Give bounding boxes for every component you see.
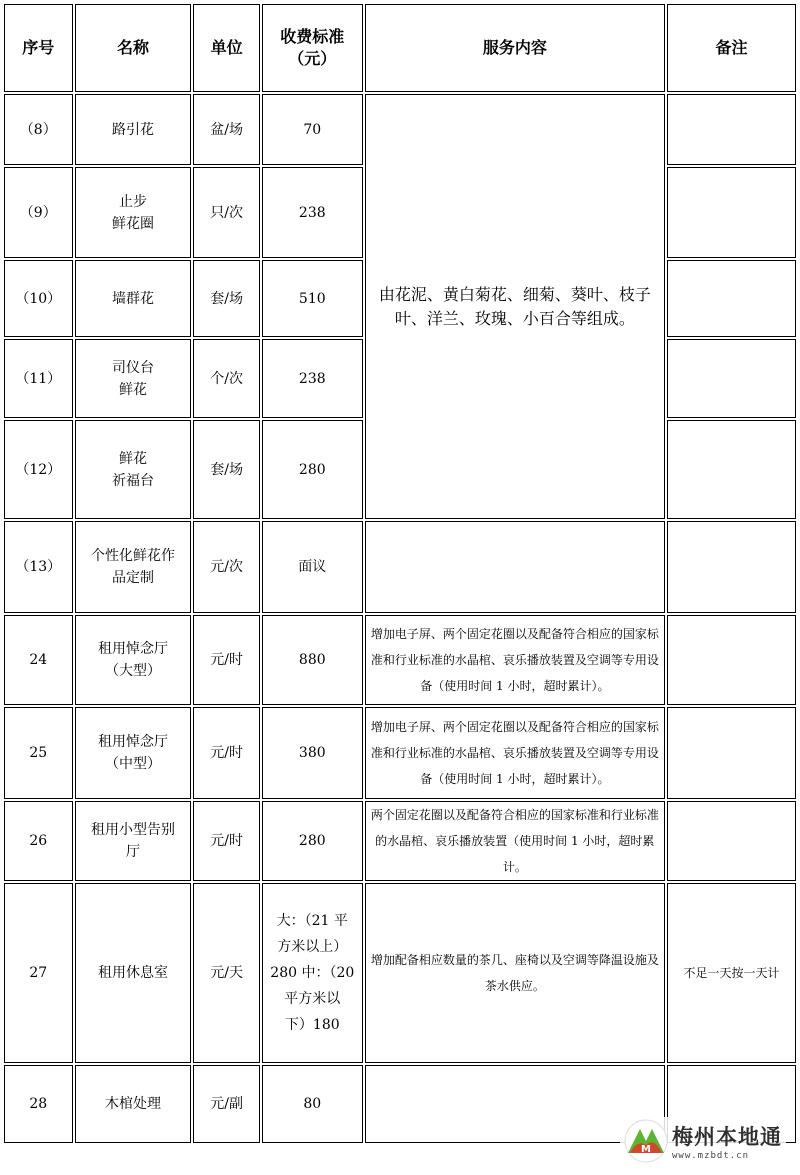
cell-remark <box>667 94 796 165</box>
cell-name: 租用悼念厅 （中型） <box>75 707 192 799</box>
table-row <box>4 615 796 705</box>
cell-unit: 个/次 <box>193 339 260 418</box>
cell-no: （9） <box>4 167 73 258</box>
cell-remark <box>667 615 796 705</box>
watermark-site-url: www.mzbdt.cn <box>672 1151 750 1161</box>
cell-unit: 套/场 <box>193 420 260 519</box>
fee-table <box>2 2 798 1145</box>
cell-remark <box>667 260 796 337</box>
cell-unit: 盆/场 <box>193 94 260 165</box>
header-fee: 收费标准 （元） <box>262 4 363 92</box>
cell-service: 两个固定花圈以及配备符合相应的国家标准和行业标准的水晶棺、哀乐播放装置（使用时间 1 小时，超时累计。 <box>365 801 665 881</box>
cell-no: （10） <box>4 260 73 337</box>
cell-remark: 不足一天按一天计 <box>667 883 796 1063</box>
cell-remark <box>667 420 796 519</box>
cell-fee: 238 <box>262 339 363 418</box>
cell-fee: 380 <box>262 707 363 799</box>
cell-name: 止步 鲜花圈 <box>75 167 192 258</box>
cell-fee: 880 <box>262 615 363 705</box>
cell-unit: 元/天 <box>193 883 260 1063</box>
cell-remark <box>667 801 796 881</box>
watermark-site-name: 梅州本地通 <box>672 1125 782 1149</box>
site-watermark <box>620 1117 786 1165</box>
logo-letter: M <box>641 1144 651 1155</box>
cell-unit: 只/次 <box>193 167 260 258</box>
header-service: 服务内容 <box>365 4 665 92</box>
cell-unit: 元/时 <box>193 707 260 799</box>
cell-service: 增加电子屏、两个固定花圈以及配备符合相应的国家标准和行业标准的水晶棺、哀乐播放装置及空调等专用设备（使用时间 1 小时，超时累计）。 <box>365 707 665 799</box>
cell-fee: 280 <box>262 420 363 519</box>
cell-no: （8） <box>4 94 73 165</box>
cell-fee: 70 <box>262 94 363 165</box>
cell-fee: 面议 <box>262 521 363 613</box>
cell-name: 租用悼念厅 （大型） <box>75 615 192 705</box>
mountain-logo-icon <box>624 1119 668 1163</box>
cell-fee: 510 <box>262 260 363 337</box>
cell-fee: 280 <box>262 801 363 881</box>
header-no: 序号 <box>4 4 73 92</box>
cell-unit: 元/副 <box>193 1065 260 1143</box>
cell-unit: 元/时 <box>193 615 260 705</box>
cell-name: 墙群花 <box>75 260 192 337</box>
cell-no: （13） <box>4 521 73 613</box>
cell-unit: 套/场 <box>193 260 260 337</box>
cell-no: 28 <box>4 1065 73 1143</box>
table-row <box>4 707 796 799</box>
cell-remark <box>667 707 796 799</box>
cell-no: 27 <box>4 883 73 1063</box>
cell-name: 租用小型告别 厅 <box>75 801 192 881</box>
cell-service-flowers: 由花泥、黄白菊花、细菊、葵叶、枝子叶、洋兰、玫瑰、小百合等组成。 <box>365 94 665 519</box>
cell-name: 鲜花 祈福台 <box>75 420 192 519</box>
header-name: 名称 <box>75 4 192 92</box>
cell-name: 木棺处理 <box>75 1065 192 1143</box>
table-row <box>4 801 796 881</box>
table-row <box>4 883 796 1063</box>
table-row <box>4 94 796 165</box>
cell-name: 租用休息室 <box>75 883 192 1063</box>
cell-fee: 80 <box>262 1065 363 1143</box>
table-row <box>4 521 796 613</box>
cell-no: 24 <box>4 615 73 705</box>
cell-unit: 元/时 <box>193 801 260 881</box>
cell-unit: 元/次 <box>193 521 260 613</box>
cell-remark <box>667 167 796 258</box>
table-header-row <box>4 4 796 92</box>
cell-service <box>365 521 665 613</box>
cell-service: 增加电子屏、两个固定花圈以及配备符合相应的国家标准和行业标准的水晶棺、哀乐播放装置及空调等专用设备（使用时间 1 小时，超时累计）。 <box>365 615 665 705</box>
cell-no: （12） <box>4 420 73 519</box>
fee-text: 大：（21 平 方米以上） 280 中：（20 平方米以 下）180 <box>270 913 355 1033</box>
cell-no: 25 <box>4 707 73 799</box>
cell-remark <box>667 339 796 418</box>
cell-name: 路引花 <box>75 94 192 165</box>
cell-fee <box>262 883 363 1063</box>
header-remark: 备注 <box>667 4 796 92</box>
cell-remark <box>667 521 796 613</box>
header-unit: 单位 <box>193 4 260 92</box>
cell-name: 个性化鲜花作 品定制 <box>75 521 192 613</box>
cell-service: 增加配备相应数量的茶几、座椅以及空调等降温设施及茶水供应。 <box>365 883 665 1063</box>
cell-name: 司仪台 鲜花 <box>75 339 192 418</box>
cell-no: （11） <box>4 339 73 418</box>
cell-fee: 238 <box>262 167 363 258</box>
cell-no: 26 <box>4 801 73 881</box>
